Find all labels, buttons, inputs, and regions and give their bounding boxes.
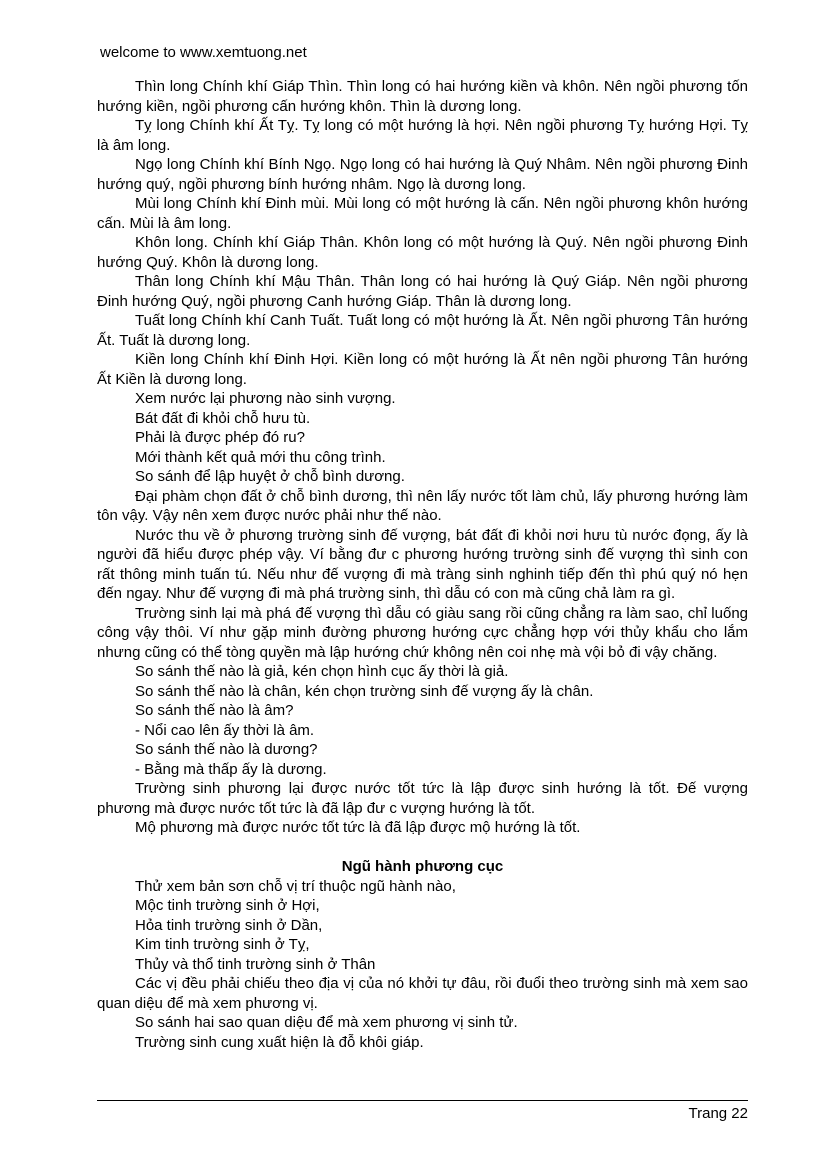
paragraph: Nước thu về ở phương trường sinh đế vượng, bát đất đi khỏi nơi hưu tù nước đọng, ấy là người đã hiểu được phép vậy. Ví bằng đư c phương hướng trường sinh đế vượng thì sinh con rất thông minh tuấn tú. Nếu như đế vượng đi mà tràng sinh nghinh tiếp đến thì phú quý nó hẹn đến ngay. Như đế vượng đi mà phá trường sinh, thì dẫu có con mà cũng chả làm ra gì. <box>97 526 748 602</box>
paragraph: Mộ phương mà được nước tốt tức là đã lập được mộ hướng là tốt. <box>135 819 581 836</box>
paragraph: Mộc tinh trường sinh ở Hợi, <box>135 897 320 914</box>
paragraph: Trường sinh cung xuất hiện là đỗ khôi giáp. <box>135 1033 424 1051</box>
paragraph: So sánh thế nào là dương? <box>135 741 318 758</box>
paragraph: Mới thành kết quả mới thu công trình. <box>135 448 386 466</box>
paragraph: Mùi long Chính khí Đinh mùi. Mùi long có một hướng là cấn. Nên ngồi phương khôn hướng cấn. Mùi là âm long. <box>97 195 748 232</box>
paragraph: Trường sinh lại mà phá đế vượng thì dẫu có giàu sang rồi cũng chẳng ra làm sao, chỉ luống công vậy thôi. Ví như gặp minh đường phương hướng cực chẳng hợp với thủy khẩu cho lắm nhưng cũng có thể tòng quyền mà lập hướng chứ không nên coi nhẹ mà vội bỏ đi vậy chăng. <box>97 604 748 661</box>
footer-divider <box>97 1100 748 1101</box>
paragraph: Hỏa tinh trường sinh ở Dần, <box>135 916 323 934</box>
paragraph: Phải là được phép đó ru? <box>135 429 305 446</box>
paragraph: Ngọ long Chính khí Bính Ngọ. Ngọ long có hai hướng là Quý Nhâm. Nên ngồi phương Đinh hướng quý, ngồi phương bính hướng nhâm. Ngọ là dương long. <box>97 156 748 193</box>
paragraph: Kiền long Chính khí Đinh Hợi. Kiền long có một hướng là Ất nên ngồi phương Tân hướng Ất Kiền là dương long. <box>97 351 748 388</box>
paragraph: So sánh thế nào là âm? <box>135 702 294 719</box>
paragraph: Khôn long. Chính khí Giáp Thân. Khôn long có một hướng là Quý. Nên ngồi phương Đinh hướng Quý. Khôn là dương long. <box>97 234 748 271</box>
section-heading: Ngũ hành phương cục <box>341 858 504 875</box>
paragraph: Bát đất đi khỏi chỗ hưu tù. <box>135 409 311 427</box>
paragraph: - Nổi cao lên ấy thời là âm. <box>135 721 315 739</box>
paragraph: Đại phàm chọn đất ở chỗ bình dương, thì nên lấy nước tốt làm chủ, lấy phương hướng làm tôn vậy. Vậy nên xem được nước phải như thế nào. <box>97 487 748 524</box>
paragraph: Kim tinh trường sinh ở Tỵ, <box>135 936 310 953</box>
paragraph: Thủy và thổ tinh trường sinh ở Thân <box>135 955 376 973</box>
paragraph: Thử xem bản sơn chỗ vị trí thuộc ngũ hành nào, <box>135 877 456 895</box>
paragraph: Xem nước lại phương nào sinh vượng. <box>135 390 396 407</box>
paragraph: So sánh hai sao quan diệu để mà xem phương vị sinh tử. <box>135 1014 518 1031</box>
page-number: Trang 22 <box>688 1105 748 1122</box>
paragraph: Thân long Chính khí Mậu Thân. Thân long có hai hướng là Quý Giáp. Nên ngồi phương Đinh hướng Quý, ngồi phương Canh hướng Giáp. Thân là dương long. <box>97 273 748 310</box>
paragraph: Tuất long Chính khí Canh Tuất. Tuất long có một hướng là Ất. Nên ngồi phương Tân hướng Ất. Tuất là dương long. <box>97 312 748 349</box>
paragraph: - Bằng mà thấp ấy là dương. <box>135 760 327 778</box>
paragraph: Thìn long Chính khí Giáp Thìn. Thìn long có hai hướng kiền và khôn. Nên ngồi phương tốn hướng kiền, ngồi phương cấn hướng khôn. Thìn là dương long. <box>97 78 748 115</box>
paragraph: So sánh thế nào là giả, kén chọn hình cục ấy thời là giả. <box>135 663 509 680</box>
document-body <box>97 77 748 1052</box>
paragraph: Tỵ long Chính khí Ất Tỵ. Tỵ long có một hướng là hợi. Nên ngồi phương Tỵ hướng Hợi. Tỵ là âm long. <box>97 117 748 154</box>
paragraph: Các vị đều phải chiếu theo địa vị của nó khởi tự đâu, rồi đuổi theo trường sinh mà xem sao quan diệu để mà xem phương vị. <box>97 975 748 1012</box>
paragraph: So sánh để lập huyệt ở chỗ bình dương. <box>135 468 405 485</box>
paragraph: So sánh thế nào là chân, kén chọn trường sinh đế vượng ấy là chân. <box>135 682 594 700</box>
paragraph: Trường sinh phương lại được nước tốt tức là lập được sinh hướng là tốt. Đế vượng phương mà được nước tốt tức là đã lập đư c vượng hướng là tốt. <box>97 780 748 817</box>
site-header-text: welcome to www.xemtuong.net <box>100 44 307 61</box>
